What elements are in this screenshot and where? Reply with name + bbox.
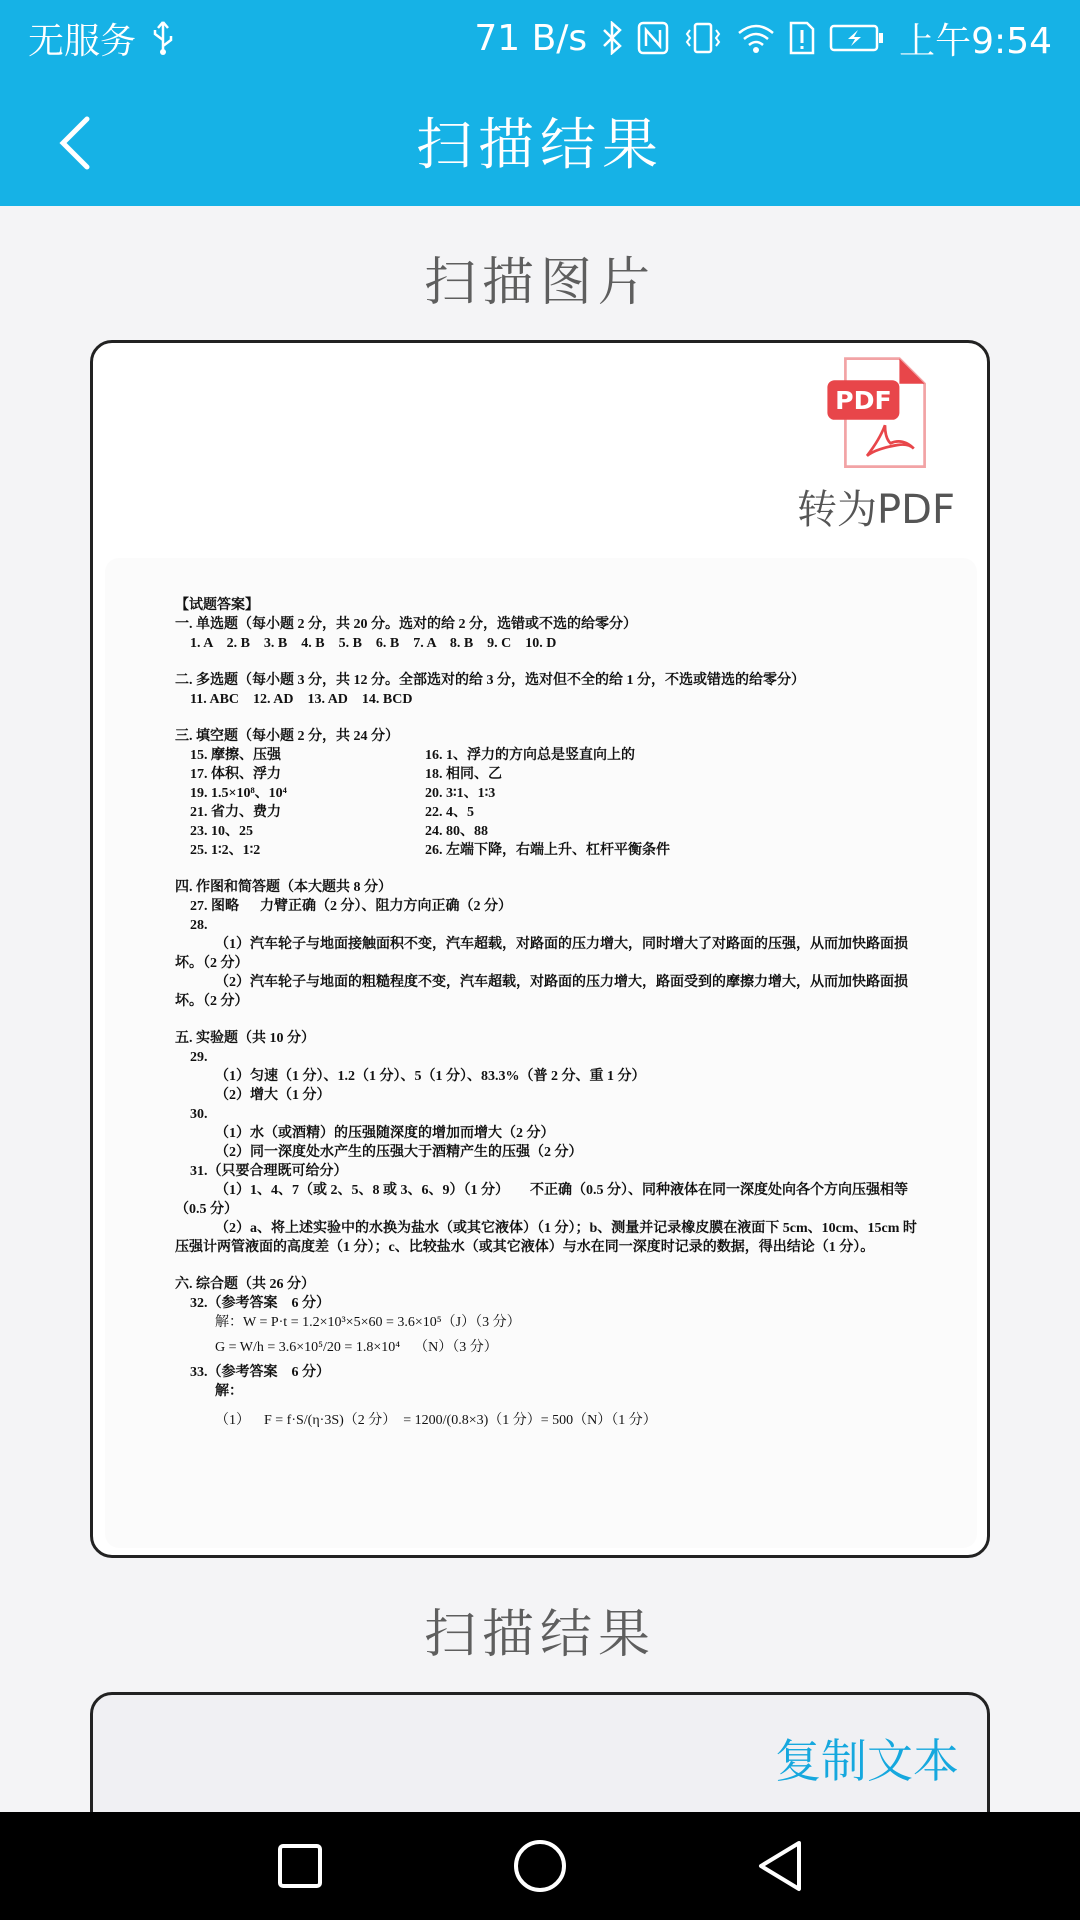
- doc-q29-part1: （1）匀速（1 分）、1.2（1 分）、5（1 分）、83.3%（普 2 分、重 1 分）: [215, 1069, 646, 1084]
- app-bar: [0, 76, 1080, 206]
- convert-to-pdf-label: 转为PDF: [797, 487, 955, 533]
- chevron-left-icon: [55, 113, 95, 173]
- doc-fill-cell: 20. 3∶1、1∶3: [425, 786, 496, 801]
- doc-q30-part1: （1）水（或酒精）的压强随深度的增加而增大（2 分）: [215, 1126, 555, 1141]
- doc-q28: 28.: [190, 918, 208, 933]
- doc-q29-part2: （2）增大（1 分）: [215, 1088, 331, 1103]
- pdf-file-icon: [816, 355, 936, 472]
- doc-q32-formula-2: G = W/h = 3.6×10⁵/20 = 1.8×10⁴ （N）（3 分）: [215, 1340, 498, 1355]
- triangle-back-icon: [755, 1839, 805, 1893]
- square-icon: [276, 1842, 324, 1890]
- scanned-document: [105, 558, 977, 1548]
- scan-image-card: [90, 340, 990, 1558]
- usb-icon: [150, 20, 176, 56]
- doc-fill-row: [175, 803, 917, 822]
- doc-q31-part2: （2）a、将上述实验中的水换为盐水（或其它液体）（1 分）；b、测量并记录橡皮膜在液面下 5cm、10cm、15cm 时压强计两管液面的高度差（1 分）；c、比较盐水（或其它液体）与水在同一深度时记录的数据，得出结论（1 分）。: [175, 1221, 917, 1255]
- doc-q28-part2: （2）汽车轮子与地面的粗糙程度不变，汽车超载，对路面的压力增大，路面受到的摩擦力增大，从而加快路面损坏。（2 分）: [175, 975, 908, 1009]
- doc-q30-part2: （2）同一深度处水产生的压强大于酒精产生的压强（2 分）: [215, 1145, 583, 1160]
- circle-icon: [512, 1838, 568, 1894]
- doc-fill-cell: 21. 省力、费力: [190, 805, 281, 820]
- system-nav-bar: [0, 1812, 1080, 1920]
- doc-fill-cell: 25. 1∶2、1∶2: [190, 843, 261, 858]
- doc-q32-formula-1: 解：W = P·t = 1.2×10³×5×60 = 3.6×10⁵（J）（3 分）: [215, 1315, 521, 1330]
- doc-section-4-title: 四. 作图和简答题（本大题共 8 分）: [175, 880, 392, 895]
- scan-image-section-title: 扫描图片: [423, 253, 656, 313]
- convert-to-pdf-button[interactable]: [791, 355, 961, 535]
- doc-fill-row: [175, 841, 917, 860]
- doc-q30: 30.: [190, 1107, 208, 1122]
- doc-fill-cell: 24. 80、88: [425, 824, 488, 839]
- doc-fill-cell: 18. 相同、乙: [425, 767, 502, 782]
- status-bar-right: [474, 13, 1052, 64]
- doc-section-1-title: 一. 单选题（每小题 2 分，共 20 分。选对的给 2 分，选错或不选的给零分）: [175, 617, 637, 632]
- doc-q31: 31.（只要合理既可给分）: [190, 1164, 348, 1179]
- doc-fill-row: [175, 746, 917, 765]
- doc-heading: 【试题答案】: [175, 598, 259, 613]
- doc-fill-cell: 17. 体积、浮力: [190, 767, 281, 782]
- doc-fill-cell: 19. 1.5×10⁸、10⁴: [190, 786, 287, 801]
- page-title: 扫描结果: [416, 113, 664, 178]
- doc-section-3-title: 三. 填空题（每小题 2 分，共 24 分）: [175, 729, 399, 744]
- doc-fill-cell: 22. 4、5: [425, 805, 474, 820]
- doc-q29: 29.: [190, 1050, 208, 1065]
- doc-fill-cell: 16. 1、浮力的方向总是竖直向上的: [425, 748, 635, 763]
- network-speed-text: 71 B/s: [474, 17, 588, 59]
- doc-section-1-answers: 1. A 2. B 3. B 4. B 5. B 6. B 7. A 8. B 9. C 10. D: [190, 636, 557, 651]
- back-nav-button[interactable]: [725, 1812, 835, 1920]
- pdf-icon-text: PDF: [835, 386, 892, 415]
- doc-section-2-answers: 11. ABC 12. AD 13. AD 14. BCD: [190, 692, 413, 707]
- nfc-icon: [637, 21, 669, 55]
- doc-q33-solution-label: 解：: [215, 1384, 243, 1399]
- back-button[interactable]: [30, 98, 120, 188]
- doc-fill-row: [175, 765, 917, 784]
- wifi-icon: [737, 22, 775, 54]
- doc-section-5-title: 五. 实验题（共 10 分）: [175, 1031, 315, 1046]
- bluetooth-icon: [601, 21, 623, 55]
- copy-text-button[interactable]: 复制文本: [775, 1734, 959, 1788]
- doc-fill-cell: 26. 左端下降，右端上升、杠杆平衡条件: [425, 843, 670, 858]
- doc-q28-part1: （1）汽车轮子与地面接触面积不变，汽车超载，对路面的压力增大，同时增大了对路面的压强，从而加快路面损坏。（2 分）: [175, 937, 908, 971]
- doc-fill-row: [175, 784, 917, 803]
- doc-fill-cell: 15. 摩擦、压强: [190, 748, 281, 763]
- battery-charging-icon: [829, 23, 885, 53]
- doc-q33-formula: （1） F = f·S/(η·3S)（2 分） = 1200/(0.8×3)（1 分）= 500（N）（1 分）: [215, 1413, 657, 1428]
- doc-q27: 27. 图略 力臂正确（2 分）、阻力方向正确（2 分）: [190, 899, 512, 914]
- doc-q32: 32.（参考答案 6 分）: [190, 1296, 330, 1311]
- vibrate-icon: [683, 21, 723, 55]
- status-bar: [0, 0, 1080, 76]
- doc-section-2-title: 二. 多选题（每小题 3 分，共 12 分。全部选对的给 3 分，选对但不全的给 1 分，不选或错选的给零分）: [175, 673, 805, 688]
- doc-fill-row: [175, 822, 917, 841]
- doc-q31-part1: （1）1、4、7（或 2、5、8 或 3、6、9）（1 分） 不正确（0.5 分）、同种液体在同一深度处向各个方向压强相等（0.5 分）: [175, 1183, 908, 1217]
- carrier-text: 无服务: [28, 20, 137, 62]
- home-button[interactable]: [485, 1812, 595, 1920]
- doc-fill-cell: 23. 10、25: [190, 824, 253, 839]
- clock-text: 上午9:54: [899, 20, 1052, 62]
- scan-result-section-title: 扫描结果: [423, 1605, 656, 1665]
- sim-alert-icon: [789, 21, 815, 55]
- recents-button[interactable]: [245, 1812, 355, 1920]
- status-bar-left: [28, 13, 176, 64]
- doc-q33: 33.（参考答案 6 分）: [190, 1365, 330, 1380]
- doc-section-6-title: 六. 综合题（共 26 分）: [175, 1277, 315, 1292]
